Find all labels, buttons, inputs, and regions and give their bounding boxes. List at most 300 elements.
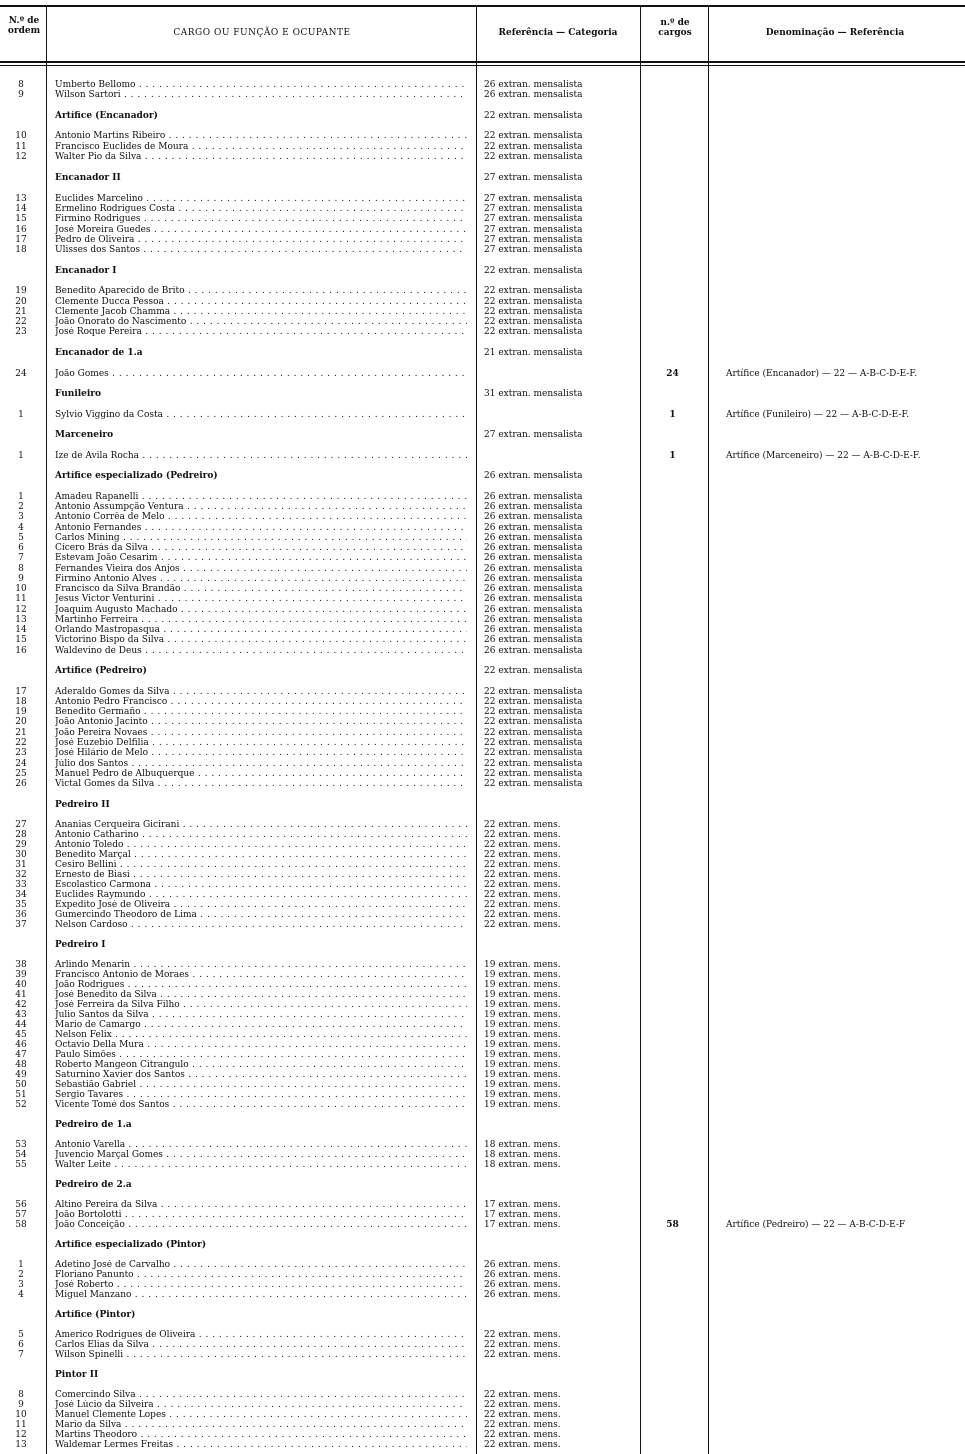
row-denomination: Artífice (Pedreiro) — 22 — A-B-C-D-E-F (726, 1220, 906, 1230)
row-order-number: 55 (15, 1160, 27, 1170)
row-reference: 26 extran. mensalista (484, 594, 583, 604)
table-row (0, 779, 965, 789)
row-reference: 22 extran. mens. (484, 1430, 561, 1440)
row-order-number: 24 (15, 759, 27, 769)
occupant-name: Antonio Varella . . . (55, 1140, 467, 1150)
row-reference: 26 extran. mensalista (484, 605, 583, 615)
row-order-number: 17 (15, 687, 27, 697)
row-reference: 22 extran. mens. (484, 1420, 561, 1430)
row-order-number: 52 (15, 1100, 27, 1110)
row-reference: 19 extran. mens. (484, 1090, 561, 1100)
table-row (0, 152, 965, 162)
occupant-name: Waldevino de Deus . . . (55, 646, 467, 656)
table-row (0, 327, 965, 337)
row-order-number: 56 (15, 1200, 27, 1210)
row-order-number: 48 (15, 1060, 27, 1070)
row-reference: 27 extran. mensalista (484, 173, 583, 183)
occupant-name: Fernandes Vieira dos Anjos . . . (55, 564, 467, 574)
occupant-name: Estevam João Cesarim . . . (55, 553, 467, 563)
row-reference: 22 extran. mensalista (484, 266, 583, 276)
row-reference: 22 extran. mens. (484, 900, 561, 910)
table-row (0, 1200, 965, 1210)
row-denomination: Artífice (Marceneiro) — 22 — A-B-C-D-E-F. (726, 451, 921, 461)
row-reference: 18 extran. mens. (484, 1150, 561, 1160)
row-order-number: 28 (15, 830, 27, 840)
table-row (0, 410, 965, 420)
occupant-name: Vicente Tomé dos Santos . . . (55, 1100, 467, 1110)
row-order-number: 18 (15, 697, 27, 707)
occupant-name: Carlos Mining . . . (55, 533, 467, 543)
row-reference: 19 extran. mens. (484, 1080, 561, 1090)
row-order-number: 53 (15, 1140, 27, 1150)
occupant-name: Arlindo Menarin . . . (55, 960, 467, 970)
row-order-number: 23 (15, 748, 27, 758)
row-reference: 22 extran. mensalista (484, 759, 583, 769)
occupant-name: Roberto Mangeon Citrangulo . . . (55, 1060, 467, 1070)
row-reference: 22 extran. mensalista (484, 131, 583, 141)
table-row (0, 635, 965, 645)
occupant-name: João Pereira Novaes . . . (55, 728, 467, 738)
section-heading-row (0, 1120, 965, 1130)
occupant-name: Antonio Pedro Francisco . . . (55, 697, 467, 707)
row-reference: 22 extran. mens. (484, 1400, 561, 1410)
occupant-name: Pedro de Oliveira . . . (55, 235, 467, 245)
table-row (0, 1020, 965, 1030)
row-reference: 22 extran. mens. (484, 1330, 561, 1340)
row-count: 58 (666, 1220, 679, 1230)
occupant-name: Octavio Della Mura . . . (55, 1040, 467, 1050)
occupant-name: João Antonio Jacinto . . . (55, 717, 467, 727)
row-reference: 19 extran. mens. (484, 1050, 561, 1060)
table-row (0, 1220, 965, 1230)
table-row (0, 543, 965, 553)
row-reference: 22 extran. mens. (484, 910, 561, 920)
row-order-number: 4 (18, 523, 24, 533)
occupant-name: Antonio Toledo . . . (55, 840, 467, 850)
row-reference: 26 extran. mensalista (484, 533, 583, 543)
table-row (0, 194, 965, 204)
row-order-number: 32 (15, 870, 27, 880)
table-row (0, 204, 965, 214)
row-reference: 26 extran. mens. (484, 1270, 561, 1280)
occupant-name: Expedito José de Oliveira . . . (55, 900, 467, 910)
occupant-name: Walter Leite . . . (55, 1160, 467, 1170)
row-order-number: 58 (15, 1220, 27, 1230)
row-order-number: 39 (15, 970, 27, 980)
row-order-number: 35 (15, 900, 27, 910)
occupant-name: Saturnino Xavier dos Santos . . . (55, 1070, 467, 1080)
row-reference: 22 extran. mensalista (484, 728, 583, 738)
row-reference: 17 extran. mens. (484, 1210, 561, 1220)
row-reference: 26 extran. mensalista (484, 80, 583, 90)
row-reference: 27 extran. mensalista (484, 245, 583, 255)
section-heading-row (0, 666, 965, 676)
table-row (0, 594, 965, 604)
occupant-name: Antonio Corrêa de Melo . . . (55, 512, 467, 522)
occupant-name: Nelson Cardoso . . . (55, 920, 467, 930)
table-row (0, 697, 965, 707)
table-row (0, 1050, 965, 1060)
occupant-name: José Ferreira da Silva Filho . . . (55, 1000, 467, 1010)
section-heading-row (0, 173, 965, 183)
section-heading-row (0, 1180, 965, 1190)
row-reference: 26 extran. mensalista (484, 502, 583, 512)
table-row (0, 80, 965, 90)
table-row (0, 1140, 965, 1150)
row-order-number: 11 (15, 594, 27, 604)
row-reference: 17 extran. mens. (484, 1220, 561, 1230)
row-order-number: 15 (15, 635, 27, 645)
occupant-name: Manuel Clemente Lopes . . . (55, 1410, 467, 1420)
row-order-number: 2 (18, 1270, 24, 1280)
row-reference: 22 extran. mensalista (484, 327, 583, 337)
row-order-number: 31 (15, 860, 27, 870)
occupant-name: Benedito Marçal . . . (55, 850, 467, 860)
section-heading-row (0, 940, 965, 950)
row-order-number: 29 (15, 840, 27, 850)
occupant-name: Altino Pereira da Silva . . . (55, 1200, 467, 1210)
occupant-name: Floriano Panunto . . . (55, 1270, 467, 1280)
row-reference: 22 extran. mens. (484, 890, 561, 900)
row-reference: 19 extran. mens. (484, 1030, 561, 1040)
occupant-name: Ernesto de Biasi . . . (55, 870, 467, 880)
occupant-name: Escolastico Carmona . . . (55, 880, 467, 890)
occupant-name: João Rodrigues . . . (55, 980, 467, 990)
row-order-number: 5 (18, 1330, 24, 1340)
row-reference: 27 extran. mensalista (484, 214, 583, 224)
table-row (0, 880, 965, 890)
table-row (0, 615, 965, 625)
table-row (0, 502, 965, 512)
row-order-number: 12 (15, 1430, 27, 1440)
row-order-number: 23 (15, 327, 27, 337)
row-reference: 22 extran. mens. (484, 1350, 561, 1360)
table-row (0, 625, 965, 635)
row-reference: 22 extran. mensalista (484, 717, 583, 727)
row-order-number: 22 (15, 317, 27, 327)
table-row (0, 820, 965, 830)
table-row (0, 900, 965, 910)
row-reference: 26 extran. mens. (484, 1280, 561, 1290)
table-row (0, 769, 965, 779)
row-order-number: 1 (18, 451, 24, 461)
row-reference: 26 extran. mensalista (484, 471, 583, 481)
table-row (0, 512, 965, 522)
table-row (0, 369, 965, 379)
occupant-name: José Hilário de Melo . . . (55, 748, 467, 758)
section-heading-row (0, 1310, 965, 1320)
row-order-number: 37 (15, 920, 27, 930)
row-order-number: 57 (15, 1210, 27, 1220)
row-reference: 22 extran. mens. (484, 1410, 561, 1420)
row-order-number: 9 (18, 90, 24, 100)
row-order-number: 16 (15, 646, 27, 656)
row-order-number: 43 (15, 1010, 27, 1020)
row-reference: 26 extran. mensalista (484, 574, 583, 584)
table-row (0, 1390, 965, 1400)
row-reference: 22 extran. mensalista (484, 317, 583, 327)
row-reference: 22 extran. mensalista (484, 666, 583, 676)
row-denomination: Artífice (Encanador) — 22 — A-B-C-D-E-F. (726, 369, 918, 379)
occupant-name: Antonio Fernandes . . . (55, 523, 467, 533)
row-order-number: 8 (18, 564, 24, 574)
row-order-number: 8 (18, 80, 24, 90)
row-reference: 27 extran. mensalista (484, 204, 583, 214)
table-row (0, 1430, 965, 1440)
table-row (0, 1030, 965, 1040)
row-reference: 26 extran. mensalista (484, 543, 583, 553)
row-reference: 22 extran. mens. (484, 1440, 561, 1450)
header-col-reference: Referência — Categoria (498, 28, 618, 38)
table-row (0, 980, 965, 990)
row-order-number: 10 (15, 584, 27, 594)
row-order-number: 2 (18, 502, 24, 512)
table-row (0, 1090, 965, 1100)
occupant-name: Ulisses dos Santos . . . (55, 245, 467, 255)
occupant-name: Francisco da Silva Brandão . . . (55, 584, 467, 594)
table-row (0, 1150, 965, 1160)
occupant-name: Firmino Antonio Alves . . . (55, 574, 467, 584)
table-row (0, 307, 965, 317)
header-bottom-rule (0, 61, 965, 63)
occupant-name: João Onorato do Nascimento . . . (55, 317, 467, 327)
row-order-number: 15 (15, 214, 27, 224)
section-title: Marceneiro (55, 430, 114, 440)
row-reference: 19 extran. mens. (484, 1060, 561, 1070)
row-reference: 22 extran. mensalista (484, 111, 583, 121)
occupant-name: Paulo Simões . . . (55, 1050, 467, 1060)
row-order-number: 49 (15, 1070, 27, 1080)
occupant-name: Firmino Rodrigues . . . (55, 214, 467, 224)
row-reference: 19 extran. mens. (484, 990, 561, 1000)
row-reference: 26 extran. mensalista (484, 512, 583, 522)
table-row (0, 245, 965, 255)
section-heading-row (0, 800, 965, 810)
table-row (0, 90, 965, 100)
row-order-number: 10 (15, 131, 27, 141)
header-col-count: n.º de cargos (658, 18, 692, 38)
table-row (0, 830, 965, 840)
row-order-number: 1 (18, 1260, 24, 1270)
occupant-name: José Moreira Guedes . . . (55, 225, 467, 235)
row-reference: 22 extran. mens. (484, 850, 561, 860)
table-row (0, 286, 965, 296)
section-title: Artífice (Pintor) (55, 1310, 136, 1320)
row-reference: 22 extran. mens. (484, 820, 561, 830)
table-row (0, 142, 965, 152)
table-row (0, 1000, 965, 1010)
table-row (0, 970, 965, 980)
occupant-name: Wilson Spinelli . . . (55, 1350, 467, 1360)
table-row (0, 584, 965, 594)
row-reference: 26 extran. mensalista (484, 523, 583, 533)
table-row (0, 131, 965, 141)
row-reference: 22 extran. mensalista (484, 297, 583, 307)
row-order-number: 12 (15, 605, 27, 615)
table-row (0, 1290, 965, 1300)
table-row (0, 1010, 965, 1020)
occupant-name: Antonio Catharino . . . (55, 830, 467, 840)
section-title: Artífice especializado (Pintor) (55, 1240, 207, 1250)
row-order-number: 40 (15, 980, 27, 990)
table-row (0, 910, 965, 920)
table-row (0, 759, 965, 769)
row-reference: 19 extran. mens. (484, 1040, 561, 1050)
row-order-number: 30 (15, 850, 27, 860)
occupant-name: Clemente Ducca Pessoa . . . (55, 297, 467, 307)
row-order-number: 12 (15, 152, 27, 162)
occupant-name: Americo Rodrigues de Oliveira . . . (55, 1330, 467, 1340)
row-reference: 18 extran. mens. (484, 1140, 561, 1150)
row-order-number: 21 (15, 728, 27, 738)
row-order-number: 46 (15, 1040, 27, 1050)
table-row (0, 533, 965, 543)
table-row (0, 1260, 965, 1270)
row-reference: 26 extran. mensalista (484, 90, 583, 100)
row-reference: 22 extran. mensalista (484, 152, 583, 162)
section-title: Encanador I (55, 266, 117, 276)
occupant-name: Juvencio Marçal Gomes . . . (55, 1150, 467, 1160)
row-reference: 22 extran. mens. (484, 860, 561, 870)
row-order-number: 33 (15, 880, 27, 890)
occupant-name: Euclides Marcelino . . . (55, 194, 467, 204)
row-reference: 27 extran. mensalista (484, 225, 583, 235)
row-order-number: 20 (15, 717, 27, 727)
row-reference: 22 extran. mensalista (484, 286, 583, 296)
table-row (0, 1440, 965, 1450)
occupant-name: Amadeu Rapanelli . . . (55, 492, 467, 502)
table-row (0, 564, 965, 574)
row-reference: 18 extran. mens. (484, 1160, 561, 1170)
row-order-number: 26 (15, 779, 27, 789)
row-reference: 22 extran. mens. (484, 830, 561, 840)
occupant-name: Martinho Ferreira . . . (55, 615, 467, 625)
row-reference: 22 extran. mens. (484, 1340, 561, 1350)
row-order-number: 13 (15, 1440, 27, 1450)
table-row (0, 870, 965, 880)
row-reference: 26 extran. mensalista (484, 615, 583, 625)
table-row (0, 687, 965, 697)
table-row (0, 225, 965, 235)
row-reference: 26 extran. mensalista (484, 492, 583, 502)
occupant-name: Victorino Bispo da Silva . . . (55, 635, 467, 645)
table-row (0, 1210, 965, 1220)
row-order-number: 22 (15, 738, 27, 748)
occupant-name: Walter Pio da Silva . . . (55, 152, 467, 162)
row-order-number: 54 (15, 1150, 27, 1160)
table-row (0, 960, 965, 970)
row-order-number: 7 (18, 1350, 24, 1360)
table-row (0, 850, 965, 860)
section-title: Pedreiro de 2.a (55, 1180, 132, 1190)
row-order-number: 44 (15, 1020, 27, 1030)
table-row (0, 214, 965, 224)
row-order-number: 20 (15, 297, 27, 307)
row-reference: 27 extran. mensalista (484, 235, 583, 245)
table-row (0, 1080, 965, 1090)
row-order-number: 21 (15, 307, 27, 317)
top-rule (0, 5, 965, 7)
occupant-name: Martins Theodoro . . . (55, 1430, 467, 1440)
occupant-name: José Euzebio Delfilia . . . (55, 738, 467, 748)
row-reference: 27 extran. mensalista (484, 194, 583, 204)
section-title: Pedreiro de 1.a (55, 1120, 132, 1130)
table-row (0, 717, 965, 727)
occupant-name: Ermelino Rodrigues Costa . . . (55, 204, 467, 214)
row-reference: 22 extran. mens. (484, 840, 561, 850)
row-reference: 26 extran. mensalista (484, 635, 583, 645)
occupant-name: Comercindo Silva . . . (55, 1390, 467, 1400)
section-title: Funileiro (55, 389, 102, 399)
table-row (0, 707, 965, 717)
row-reference: 22 extran. mens. (484, 880, 561, 890)
row-reference: 31 extran. mensalista (484, 389, 583, 399)
row-denomination: Artífice (Funileiro) — 22 — A-B-C-D-E-F. (726, 410, 910, 420)
row-order-number: 34 (15, 890, 27, 900)
table-row (0, 523, 965, 533)
occupant-name: João Gomes . . . (55, 369, 467, 379)
row-order-number: 6 (18, 543, 24, 553)
row-order-number: 11 (15, 1420, 27, 1430)
table-row (0, 451, 965, 461)
row-count: 1 (669, 410, 676, 420)
table-row (0, 1330, 965, 1340)
occupant-name: Julio Santos da Silva . . . (55, 1010, 467, 1020)
table-row (0, 1420, 965, 1430)
row-reference: 22 extran. mensalista (484, 707, 583, 717)
table-row (0, 297, 965, 307)
row-order-number: 13 (15, 194, 27, 204)
table-row (0, 1040, 965, 1050)
occupant-name: Nelson Felix . . . (55, 1030, 467, 1040)
row-order-number: 41 (15, 990, 27, 1000)
table-row (0, 990, 965, 1000)
row-reference: 22 extran. mens. (484, 870, 561, 880)
row-reference: 22 extran. mensalista (484, 738, 583, 748)
row-order-number: 13 (15, 615, 27, 625)
row-reference: 22 extran. mens. (484, 920, 561, 930)
section-heading-row (0, 348, 965, 358)
occupant-name: José Benedito da Silva . . . (55, 990, 467, 1000)
row-reference: 21 extran. mensalista (484, 348, 583, 358)
table-row (0, 1070, 965, 1080)
row-order-number: 14 (15, 625, 27, 635)
row-order-number: 50 (15, 1080, 27, 1090)
row-reference: 22 extran. mensalista (484, 769, 583, 779)
occupant-name: Benedito Germaño . . . (55, 707, 467, 717)
table-row (0, 1340, 965, 1350)
occupant-name: Antonio Martins Ribeiro . . . (55, 131, 467, 141)
row-order-number: 9 (18, 1400, 24, 1410)
occupant-name: José Roque Pereira . . . (55, 327, 467, 337)
row-order-number: 36 (15, 910, 27, 920)
row-order-number: 19 (15, 286, 27, 296)
table-row (0, 317, 965, 327)
section-heading-row (0, 430, 965, 440)
row-reference: 19 extran. mens. (484, 980, 561, 990)
row-order-number: 25 (15, 769, 27, 779)
occupant-name: Gumercindo Theodoro de Lima . . . (55, 910, 467, 920)
table-row (0, 738, 965, 748)
section-title: Artífice (Pedreiro) (55, 666, 147, 676)
occupant-name: Euclides Raymundo . . . (55, 890, 467, 900)
occupant-name: Joaquim Augusto Machado . . . (55, 605, 467, 615)
row-reference: 19 extran. mens. (484, 960, 561, 970)
occupant-name: Mario da Silva . . . (55, 1420, 467, 1430)
section-heading-row (0, 389, 965, 399)
occupant-name: Ize de Avila Rocha . . . (55, 451, 467, 461)
row-order-number: 51 (15, 1090, 27, 1100)
